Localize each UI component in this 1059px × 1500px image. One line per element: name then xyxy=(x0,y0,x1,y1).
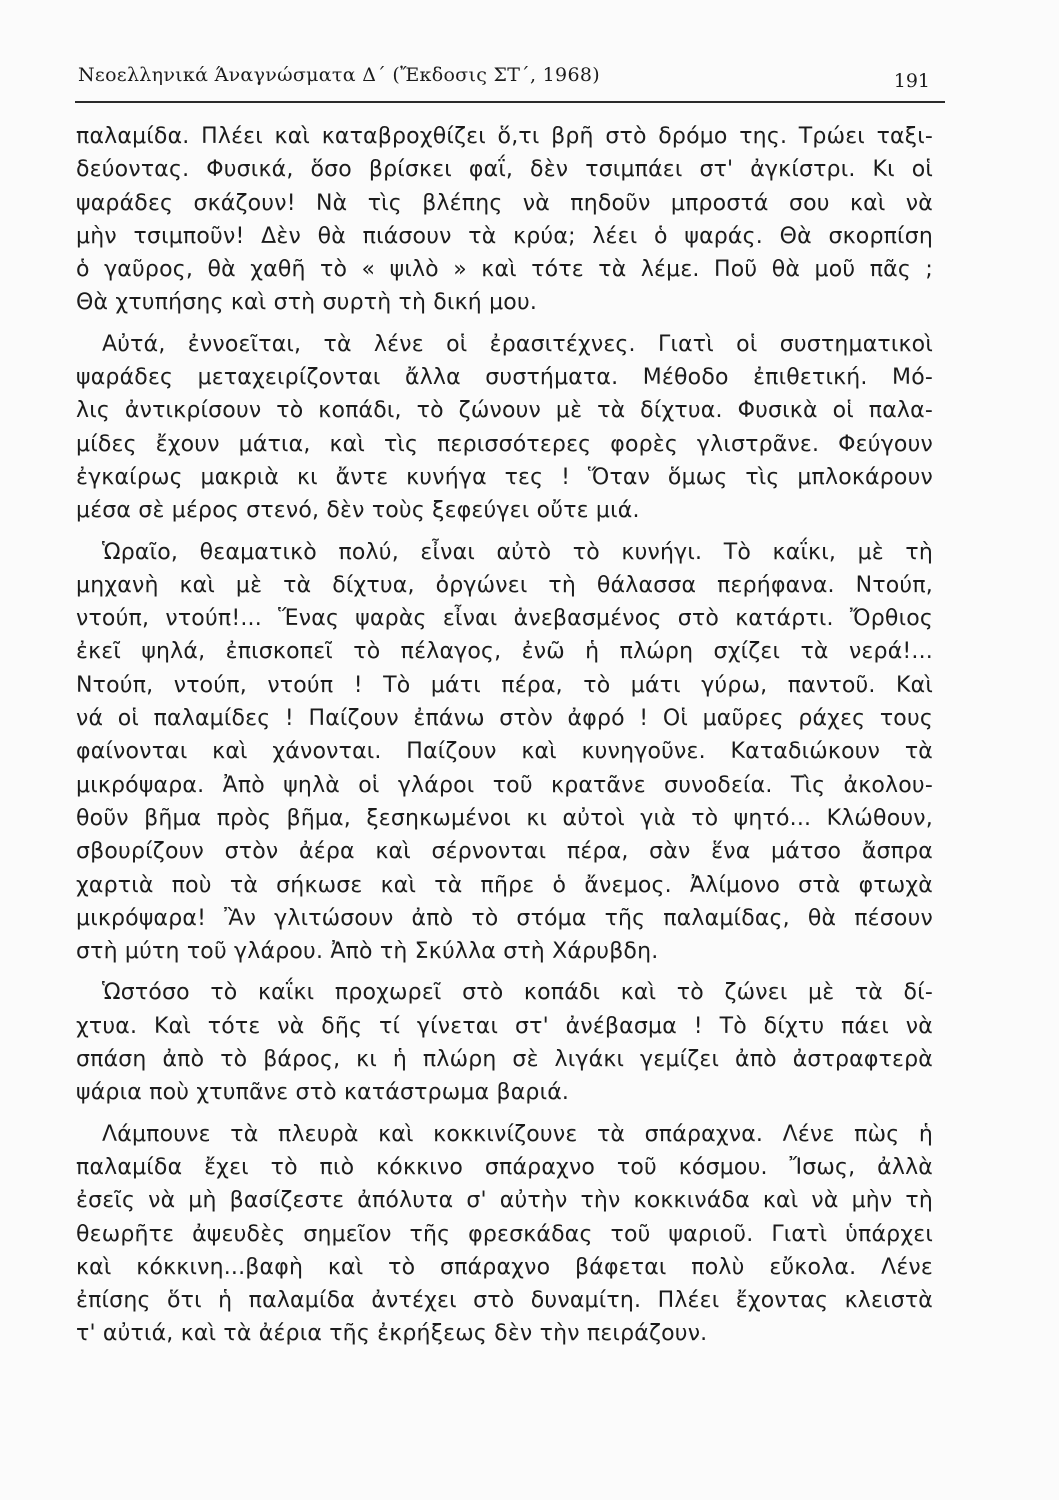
text-line: Ντούπ, ντούπ, ντούπ ! Τὸ μάτι πέρα, τὸ μάτι γύρω, παντοῦ. Καὶ xyxy=(76,672,933,698)
text-line: Θὰ χτυπήσης καὶ στὴ συρτὴ τὴ δική μου. xyxy=(76,290,538,316)
text-line: παλαμίδα ἔχει τὸ πιὸ κόκκινο σπάραχνο τοῦ κόσμου. Ἴσως, ἀλλὰ xyxy=(76,1154,933,1180)
paragraph-gap xyxy=(76,320,933,328)
text-line: ἐκεῖ ψηλά, ἐπισκοπεῖ τὸ πέλαγος, ἐνῶ ἡ πλώρη σχίζει τὰ νερά!... xyxy=(76,639,933,665)
text-line: χτυα. Καὶ τότε νὰ δῆς τί γίνεται στ' ἀνέβασμα ! Τὸ δίχτυ πάει νὰ xyxy=(76,1013,933,1039)
text-line: ντούπ, ντούπ!... Ἕνας ψαρὰς εἶναι ἀνεβασμένος στὸ κατάρτι. Ὄρθιος xyxy=(76,606,933,632)
paragraph xyxy=(76,120,933,320)
text-line: ἐγκαίρως μακριὰ κι ἄντε κυνήγα τες ! Ὅταν ὅμως τὶς μπλοκάρουν xyxy=(76,464,933,490)
text-line: μὴν τσιμποῦν! Δὲν θὰ πιάσουν τὰ κρύα; λέει ὁ ψαράς. Θὰ σκορπίση xyxy=(76,223,933,249)
text-line: Ὡστόσο τὸ καΐκι προχωρεῖ στὸ κοπάδι καὶ τὸ ζώνει μὲ τὰ δί- xyxy=(102,980,933,1006)
text-line: μικρόψαρα! Ἂν γλιτώσουν ἀπὸ τὸ στόμα τῆς παλαμίδας, θὰ πέσουν xyxy=(76,905,933,931)
text-line: στὴ μύτη τοῦ γλάρου. Ἀπὸ τὴ Σκύλλα στὴ Χάρυβδη. xyxy=(76,939,659,965)
text-line: ψαράδες μεταχειρίζονται ἄλλα συστήματα. Μέθοδο ἐπιθετική. Μό- xyxy=(76,365,933,391)
paragraph-gap xyxy=(76,1110,933,1118)
running-head xyxy=(78,58,938,98)
paragraph-gap xyxy=(76,968,933,976)
text-line: χαρτιὰ ποὺ τὰ σήκωσε καὶ τὰ πῆρε ὁ ἄνεμος. Ἀλίμονο στὰ φτωχὰ xyxy=(76,872,933,898)
text-line: παλαμίδα. Πλέει καὶ καταβροχθίζει ὅ,τι βρῆ στὸ δρόμο της. Τρώει ταξι- xyxy=(76,124,933,149)
text-line: μικρόψαρα. Ἀπὸ ψηλὰ οἱ γλάροι τοῦ κρατᾶνε συνοδεία. Τὶς ἀκολου- xyxy=(76,772,933,798)
text-line: Αὐτά, ἐννοεῖται, τὰ λένε οἱ ἐρασιτέχνες. Γιατὶ οἱ συστηματικοὶ xyxy=(102,331,933,357)
text-line: σβουρίζουν στὸν ἀέρα καὶ σέρνονται πέρα, σὰν ἕνα μάτσο ἄσπρα xyxy=(76,839,933,865)
text-line: μίδες ἔχουν μάτια, καὶ τὶς περισσότερες φορὲς γλιστρᾶνε. Φεύγουν xyxy=(76,431,933,457)
header-title: Νεοελληνικά Άναγνώσματα Δ΄ (Ἔκδοσις ΣΤ΄, 1968) xyxy=(78,64,600,86)
text-line: ψάρια ποὺ χτυπᾶνε στὸ κατάστρωμα βαριά. xyxy=(76,1080,570,1106)
text-line: ἐπίσης ὅτι ἡ παλαμίδα ἀντέχει στὸ δυναμίτη. Πλέει ἔχοντας κλειστὰ xyxy=(76,1288,933,1314)
paragraph xyxy=(76,536,933,969)
header-rule xyxy=(75,101,945,103)
text-line: λις ἀντικρίσουν τὸ κοπάδι, τὸ ζώνουν μὲ τὰ δίχτυα. Φυσικὰ οἱ παλα- xyxy=(76,398,933,424)
text-line: μηχανὴ καὶ μὲ τὰ δίχτυα, ὀργώνει τὴ θάλασσα περήφανα. Ντούπ, xyxy=(76,572,933,598)
text-line: νά οἱ παλαμίδες ! Παίζουν ἐπάνω στὸν ἀφρό ! Οἱ μαῦρες ράχες τους xyxy=(76,706,933,732)
text-line: φαίνονται καὶ χάνονται. Παίζουν καὶ κυνηγοῦνε. Καταδιώκουν τὰ xyxy=(76,739,933,765)
body-text xyxy=(76,120,933,1351)
text-line: θεωρῆτε ἀψευδὲς σημεῖον τῆς φρεσκάδας τοῦ ψαριοῦ. Γιατὶ ὑπάρχει xyxy=(76,1221,933,1247)
paragraph xyxy=(76,1118,933,1351)
text-line: καὶ κόκκινη...βαφὴ καὶ τὸ σπάραχνο βάφεται πολὺ εὔκολα. Λένε xyxy=(76,1254,933,1280)
text-line: ψαράδες σκάζουν! Νὰ τὶς βλέπης νὰ πηδοῦν μπροστά σου καὶ νὰ xyxy=(76,190,933,216)
text-line: σπάση ἀπὸ τὸ βάρος, κι ἡ πλώρη σὲ λιγάκι γεμίζει ἀπὸ ἀστραφτερὰ xyxy=(76,1047,933,1073)
text-line: Λάμπουνε τὰ πλευρὰ καὶ κοκκινίζουνε τὰ σπάραχνα. Λένε πὼς ἡ xyxy=(102,1121,933,1147)
text-line: θοῦν βῆμα πρὸς βῆμα, ξεσηκωμένοι κι αὐτοὶ γιὰ τὸ ψητό... Κλώθουν, xyxy=(76,805,933,831)
paragraph xyxy=(76,328,933,528)
paragraph-gap xyxy=(76,528,933,536)
paragraph xyxy=(76,976,933,1109)
text-line: τ' αὐτιά, καὶ τὰ ἀέρια τῆς ἐκρήξεως δὲν τὴν πειράζουν. xyxy=(76,1321,708,1347)
text-line: ὁ γαῦρος, θὰ χαθῆ τὸ « ψιλὸ » καὶ τότε τὰ λέμε. Ποῦ θὰ μοῦ πᾶς ; xyxy=(76,257,933,283)
text-line: μέσα σὲ μέρος στενό, δὲν τοὺς ξεφεύγει οὔτε μιά. xyxy=(76,498,640,524)
page-number: 191 xyxy=(893,70,930,92)
text-line: Ὡραῖο, θεαματικὸ πολύ, εἶναι αὐτὸ τὸ κυνήγι. Τὸ καΐκι, μὲ τὴ xyxy=(102,539,933,565)
text-line: δεύοντας. Φυσικά, ὅσο βρίσκει φαΐ, δὲν τσιμπάει στ' ἀγκίστρι. Κι οἱ xyxy=(76,157,933,183)
text-line: ἐσεῖς νὰ μὴ βασίζεστε ἀπόλυτα σ' αὐτὴν τὴν κοκκινάδα καὶ νὰ μὴν τὴ xyxy=(76,1188,933,1214)
